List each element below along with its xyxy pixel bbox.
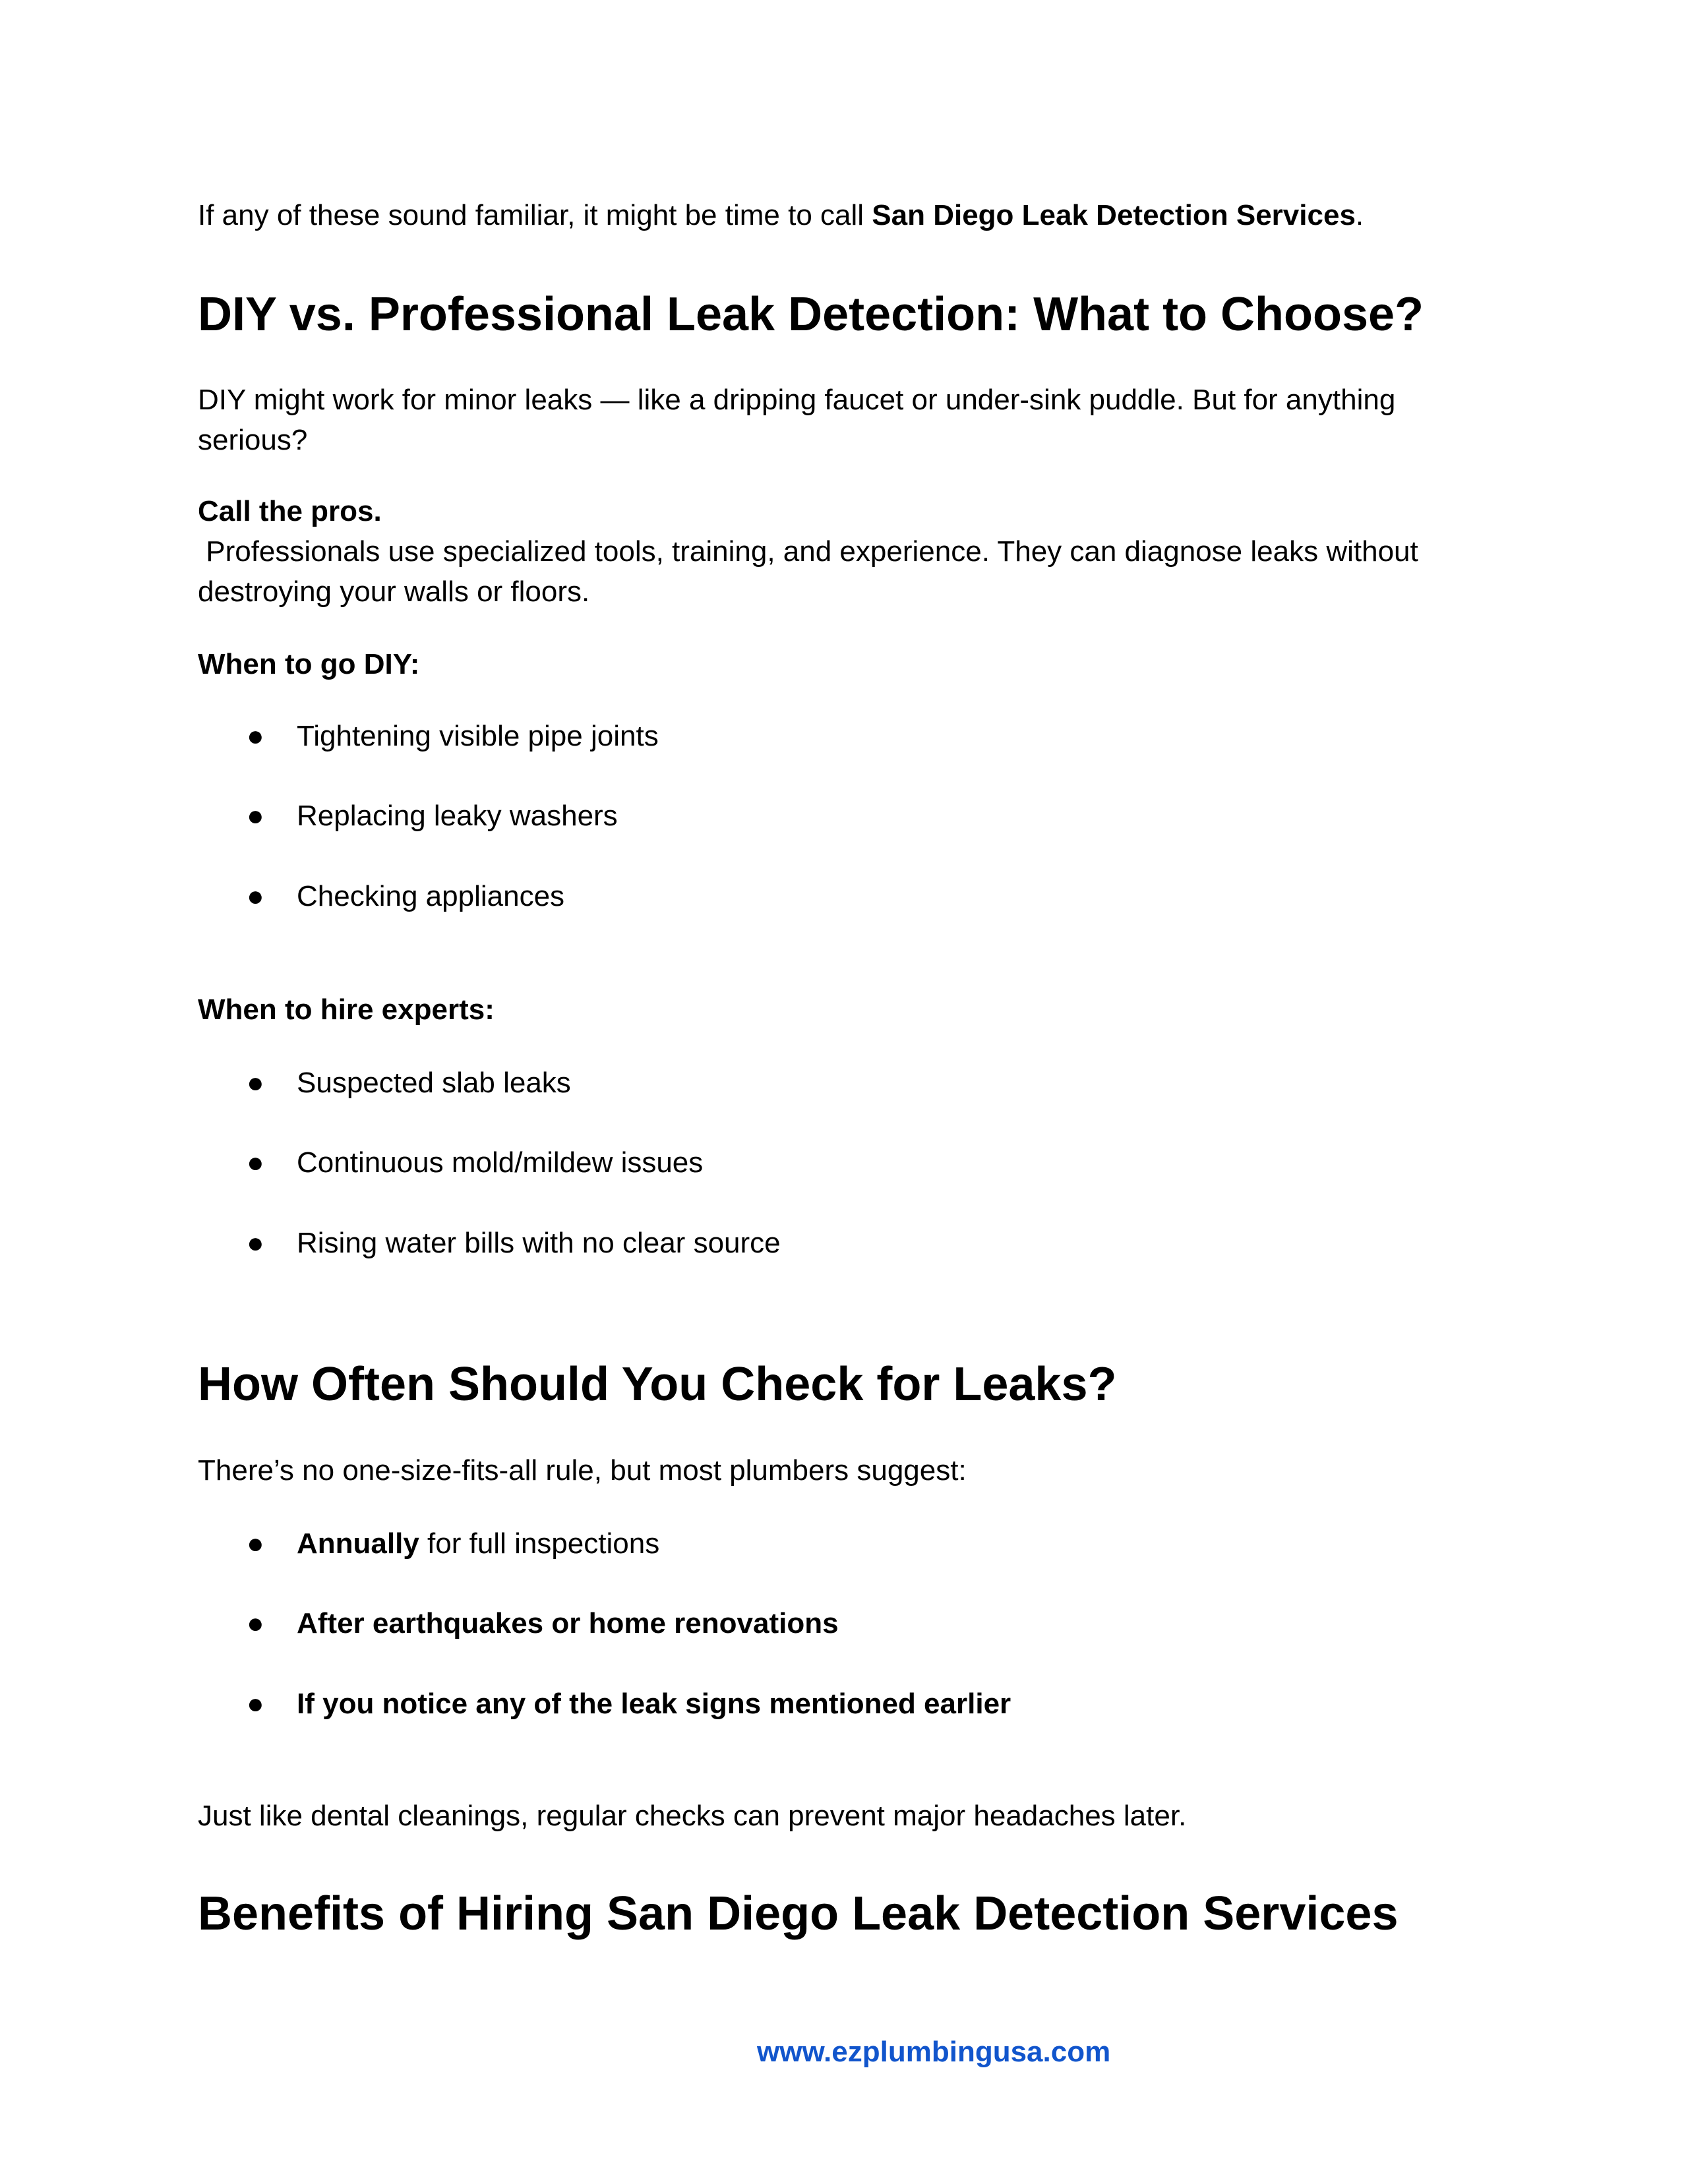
bullet-icon: ●	[247, 1607, 264, 1639]
website-link[interactable]: www.ezplumbingusa.com	[757, 2036, 1111, 2068]
often-intro: There’s no one-size-fits-all rule, but most plumbers suggest:	[198, 1454, 967, 1487]
experts-item: Suspected slab leaks	[297, 1067, 571, 1099]
bullet-icon: ●	[247, 1146, 264, 1179]
experts-item: Continuous mold/mildew issues	[297, 1146, 704, 1179]
intro-paragraph	[198, 195, 1364, 236]
when-experts-label: When to hire experts:	[198, 993, 495, 1026]
often-item-bold: Annually	[297, 1527, 419, 1560]
intro-text: If any of these sound familiar, it might be time to call	[198, 199, 872, 231]
diy-paragraph-line-2: serious?	[198, 424, 308, 456]
diy-paragraph-line-1: DIY might work for minor leaks — like a dripping faucet or under-sink puddle. But for anything	[198, 384, 1396, 416]
often-item	[297, 1523, 659, 1564]
diy-item: Replacing leaky washers	[297, 800, 618, 832]
heading-benefits: Benefits of Hiring San Diego Leak Detection Services	[198, 1887, 1399, 1940]
bullet-icon: ●	[247, 1067, 264, 1099]
when-diy-label: When to go DIY:	[198, 648, 420, 680]
often-item	[297, 1603, 839, 1644]
bullet-icon: ●	[247, 800, 264, 832]
call-pros-label: Call the pros.	[198, 495, 382, 527]
often-item	[297, 1684, 1011, 1725]
often-item-bold: If you notice any of the leak signs mentioned earlier	[297, 1688, 1011, 1720]
diy-item: Checking appliances	[297, 880, 565, 912]
heading-how-often: How Often Should You Check for Leaks?	[198, 1358, 1117, 1411]
intro-bold-text: San Diego Leak Detection Services	[872, 199, 1356, 231]
pros-paragraph-line-1: Professionals use specialized tools, training, and experience. They can diagnose leaks without	[198, 535, 1418, 568]
diy-item: Tightening visible pipe joints	[297, 720, 659, 752]
often-item-text: for full inspections	[419, 1527, 660, 1560]
bullet-icon: ●	[247, 1688, 264, 1720]
bullet-icon: ●	[247, 1227, 264, 1259]
pros-paragraph-line-2: destroying your walls or floors.	[198, 576, 590, 608]
heading-diy-vs-pro: DIY vs. Professional Leak Detection: What to Choose?	[198, 288, 1424, 341]
bullet-icon: ●	[247, 1527, 264, 1560]
often-item-bold: After earthquakes or home renovations	[297, 1607, 839, 1639]
bullet-icon: ●	[247, 880, 264, 912]
intro-end-text: .	[1355, 199, 1364, 231]
bullet-icon: ●	[247, 720, 264, 752]
often-closing: Just like dental cleanings, regular checks can prevent major headaches later.	[198, 1800, 1187, 1832]
experts-item: Rising water bills with no clear source	[297, 1227, 781, 1259]
